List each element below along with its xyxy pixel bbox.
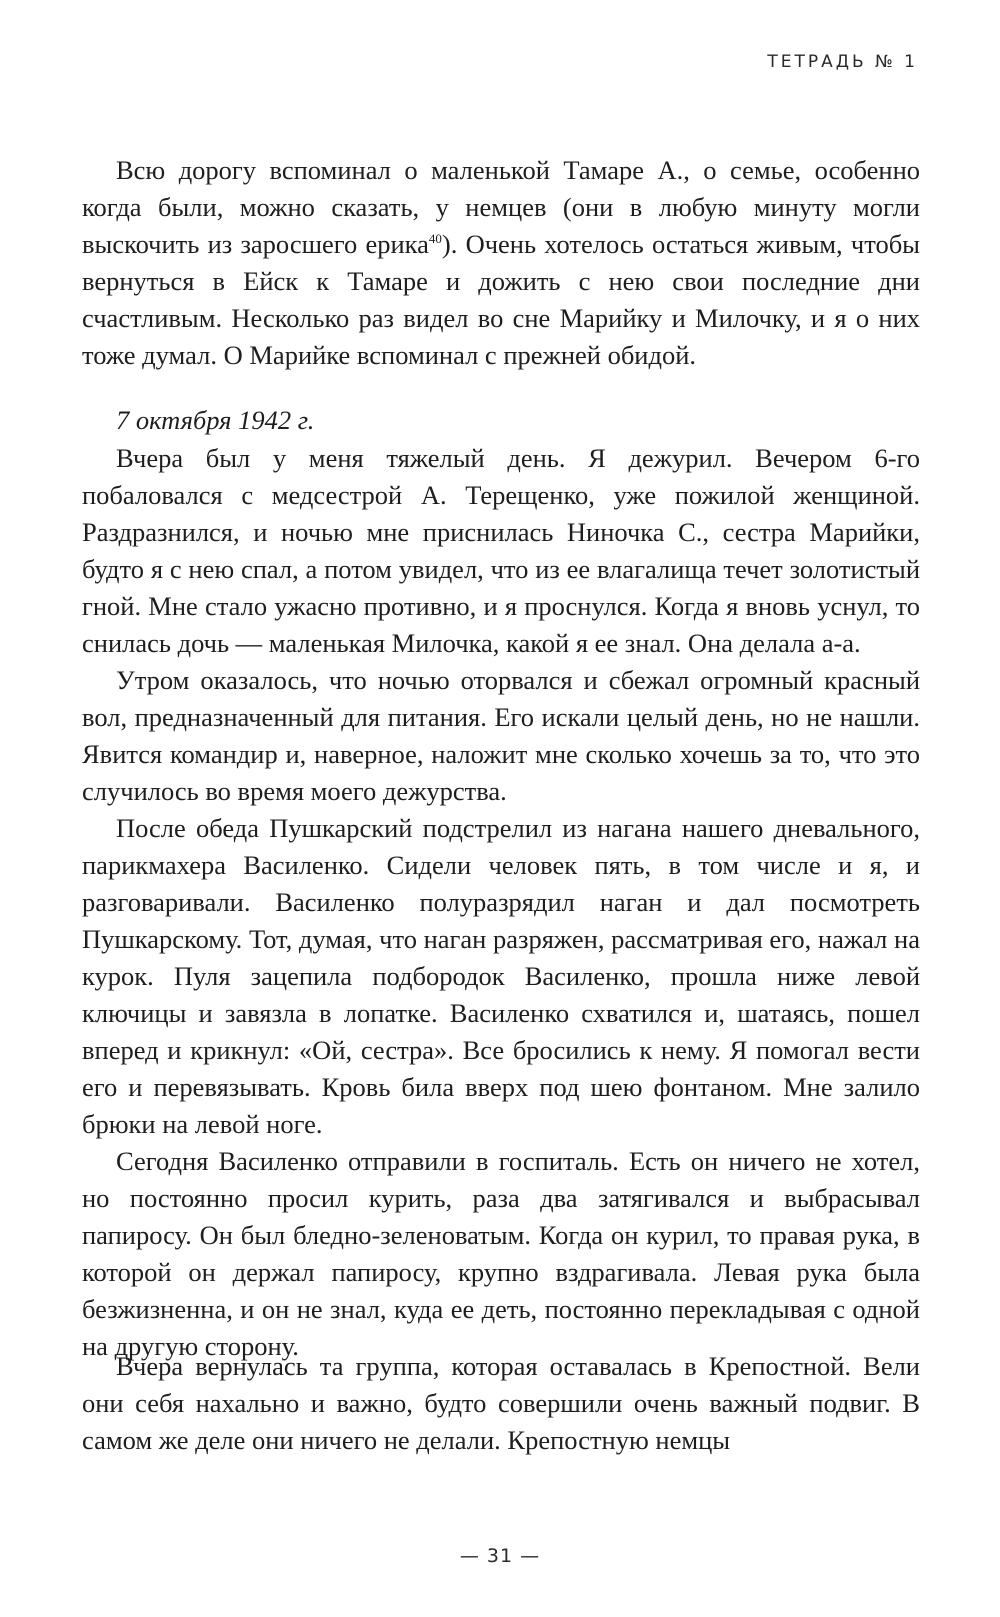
paragraph-duty-day: Вчера был у меня тяжелый день. Я дежурил. Вечером 6-го побаловался с медсестрой А. Терещенко, уже пожилой женщиной. Раздразнился, и ночью мне приснилась Ниночка С., сестра Марийки, будто я с нею спал, а потом увидел, что из ее влагалища течет золотистый гной. Мне стало ужасно противно, и я проснулся. Когда я вновь уснул, то снилась дочь — маленькая Милочка, какой я ее знал. Она делала а-а. [82, 443, 920, 658]
paragraph-memories [82, 152, 920, 374]
paragraph-memories-part-2: ). Очень хотелось остаться живым, чтобы вернуться в Ейск к Тамаре и дожить с нею свои последние дни счастливым. Несколько раз видел во сне Марийку и Милочку, и я о них тоже думал. О Марийке вспоминал с прежней обидой. [82, 229, 920, 370]
paragraph-runaway-ox: Утром оказалось, что ночью оторвался и сбежал огромный красный вол, предназначенный для питания. Его искали целый день, но не нашли. Явится командир и, наверное, наложит мне сколько хочешь за то, что это случилось во время моего дежурства. [82, 665, 920, 806]
footnote-marker: 40 [428, 231, 442, 247]
text-block-closing [82, 1348, 920, 1459]
paragraph-memories-part-1: Всю дорогу вспоминал о маленькой Тамаре А., о семье, особенно когда были, можно сказать, у немцев (они в любую минуту могли выскочить из заросшего ерика [82, 155, 920, 259]
running-header: ТЕТРАДЬ № 1 [767, 52, 918, 72]
paragraph-group-returned: Вчера вернулась та группа, которая оставалась в Крепостной. Вели они себя нахально и важно, будто совершили очень важный подвиг. В самом же деле они ничего не делали. Крепостную немцы [82, 1351, 920, 1455]
paragraph-hospital: Сегодня Василенко отправили в госпиталь. Есть он ничего не хотел, но постоянно просил курить, раза два затягивался и выбрасывал папиросу. Он был бледно-зеленоватым. Когда он курил, то правая рука, в которой он держал папиросу, крупно вздрагивала. Левая рука была безжизненна, и он не знал, куда ее деть, постоянно перекладывая с одной на другую сторону. [82, 1146, 920, 1361]
paragraph-shooting: После обеда Пушкарский подстрелил из нагана нашего дневального, парикмахера Василенко. Сидели человек пять, в том числе и я, и разговаривали. Василенко полуразрядил наган и дал посмотреть Пушкарскому. Тот, думая, что наган разряжен, рассматривая его, нажал на курок. Пуля зацепила подбородок Василенко, прошла ниже левой ключицы и завязла в лопатке. Василенко схватился и, шатаясь, пошел вперед и крикнул: «Ой, сестра». Все бросились к нему. Я помогал вести его и перевязывать. Кровь била вверх под шею фонтаном. Мне залило брюки на левой ноге. [82, 813, 920, 1139]
entry-date: 7 октября 1942 г. [116, 405, 315, 435]
page-number: — 31 — [459, 1545, 541, 1567]
text-block-intro [82, 152, 920, 374]
text-block-entry [82, 440, 920, 1365]
